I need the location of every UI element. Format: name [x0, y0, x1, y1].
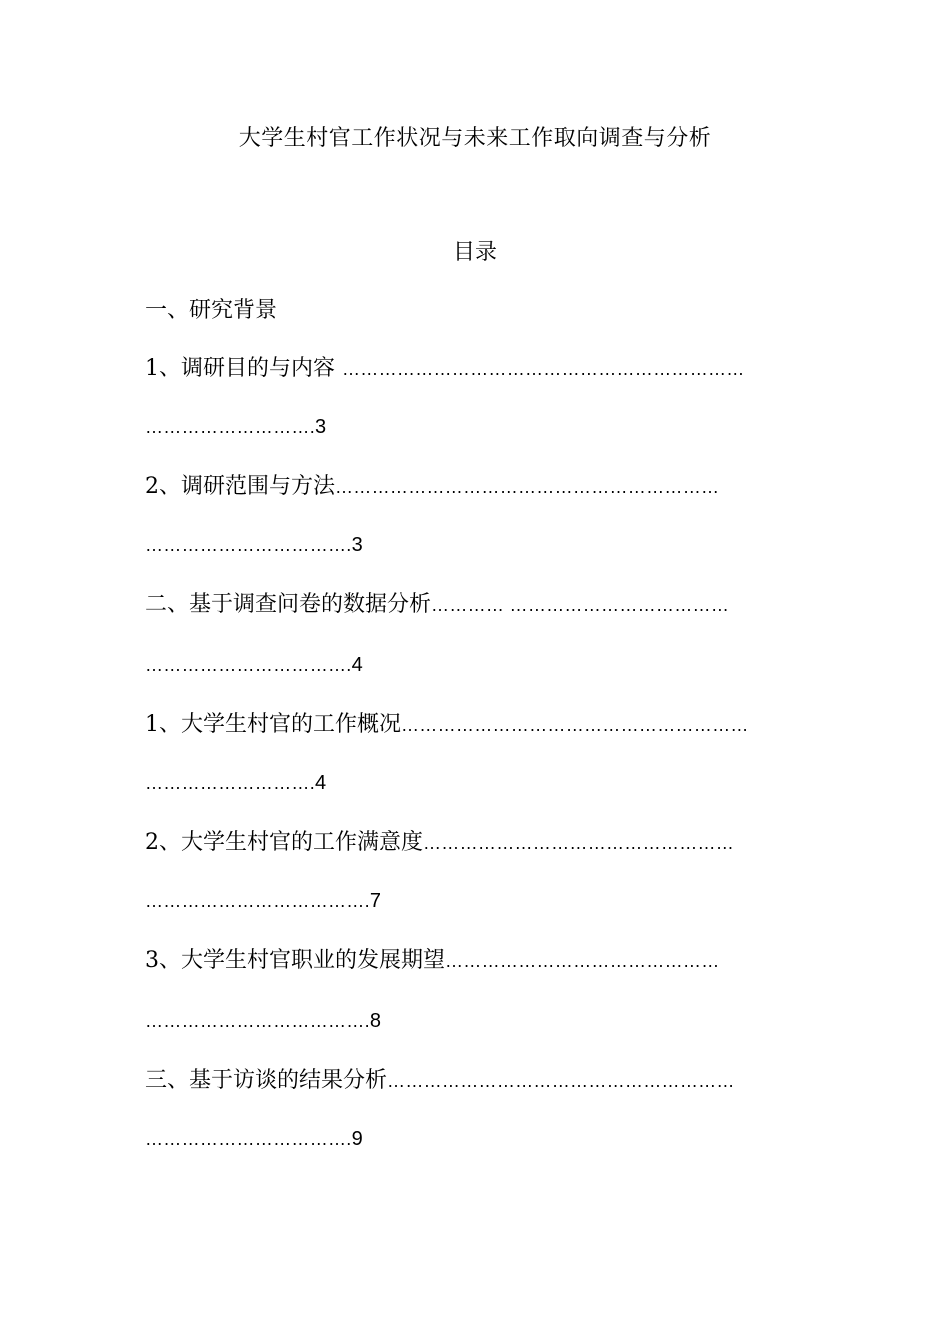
toc-leader-dots: ………………………. — [145, 773, 316, 793]
toc-entry-2-1 — [145, 710, 815, 740]
toc-leader-dots: ………………………. — [145, 417, 316, 437]
toc-entry-text: 1、调研目的与内容 — [145, 356, 342, 381]
toc-leader-dots: ……………………………………………………… — [335, 477, 720, 497]
toc-entry-1-1-page-line — [145, 412, 815, 442]
toc-section-3-page-line — [145, 1124, 815, 1154]
toc-leader-dots: ……………………………. — [145, 535, 352, 555]
toc-page-number: 8 — [369, 1010, 382, 1032]
toc-entry-2-1-page-line — [145, 768, 815, 798]
toc-entry-text: 2、调研范围与方法 — [145, 474, 335, 499]
toc-section-2-page-line — [145, 650, 815, 680]
toc-entry-text: 1、大学生村官的工作概况 — [145, 712, 401, 737]
toc-leader-dots: ……………………………………… — [445, 951, 720, 971]
toc-entry-2-2 — [145, 828, 815, 858]
toc-page-number: 4 — [315, 772, 327, 794]
toc-leader-dots: ………… ……………………………… — [431, 595, 730, 615]
toc-entry-1-1 — [145, 354, 815, 384]
toc-page-number: 3 — [315, 416, 327, 438]
toc-page-number: 3 — [351, 534, 363, 556]
toc-entry-2-3-page-line — [145, 1006, 815, 1036]
toc-leader-dots: ………………………………………………… — [401, 715, 749, 735]
toc-leader-dots: ………………………………………………………… — [342, 359, 745, 379]
toc-entry-2-2-page-line — [145, 886, 815, 916]
toc-leader-dots: ………………………………. — [145, 1011, 370, 1031]
toc-entry-text: 2、大学生村官的工作满意度 — [145, 830, 423, 855]
toc-leader-dots: ………………………………………………… — [387, 1071, 735, 1091]
toc-entry-1-2 — [145, 472, 815, 502]
toc-entry-text: 三、基于访谈的结果分析 — [145, 1068, 388, 1093]
toc-section-3 — [145, 1066, 815, 1096]
toc-entry-text: 二、基于调查问卷的数据分析 — [145, 592, 432, 617]
toc-entry-text: 一、研究背景 — [145, 298, 278, 323]
toc-leader-dots: …………………………………………… — [423, 833, 735, 853]
toc-entry-1-2-page-line — [145, 530, 815, 560]
toc-page-number: 9 — [351, 1128, 363, 1150]
toc-entry-text: 3、大学生村官职业的发展期望 — [145, 948, 445, 973]
toc-section-1 — [145, 296, 815, 326]
toc-page-number: 7 — [369, 890, 382, 912]
document-title: 大学生村官工作状况与未来工作取向调查与分析 — [238, 126, 712, 151]
toc-leader-dots: ……………………………. — [145, 655, 352, 675]
toc-leader-dots: ……………………………. — [145, 1129, 352, 1149]
toc-section-2 — [145, 590, 815, 620]
toc-heading: 目录 — [452, 240, 497, 265]
toc-entry-2-3 — [145, 946, 815, 976]
toc-leader-dots: ………………………………. — [145, 891, 370, 911]
toc-page-number: 4 — [351, 654, 363, 676]
